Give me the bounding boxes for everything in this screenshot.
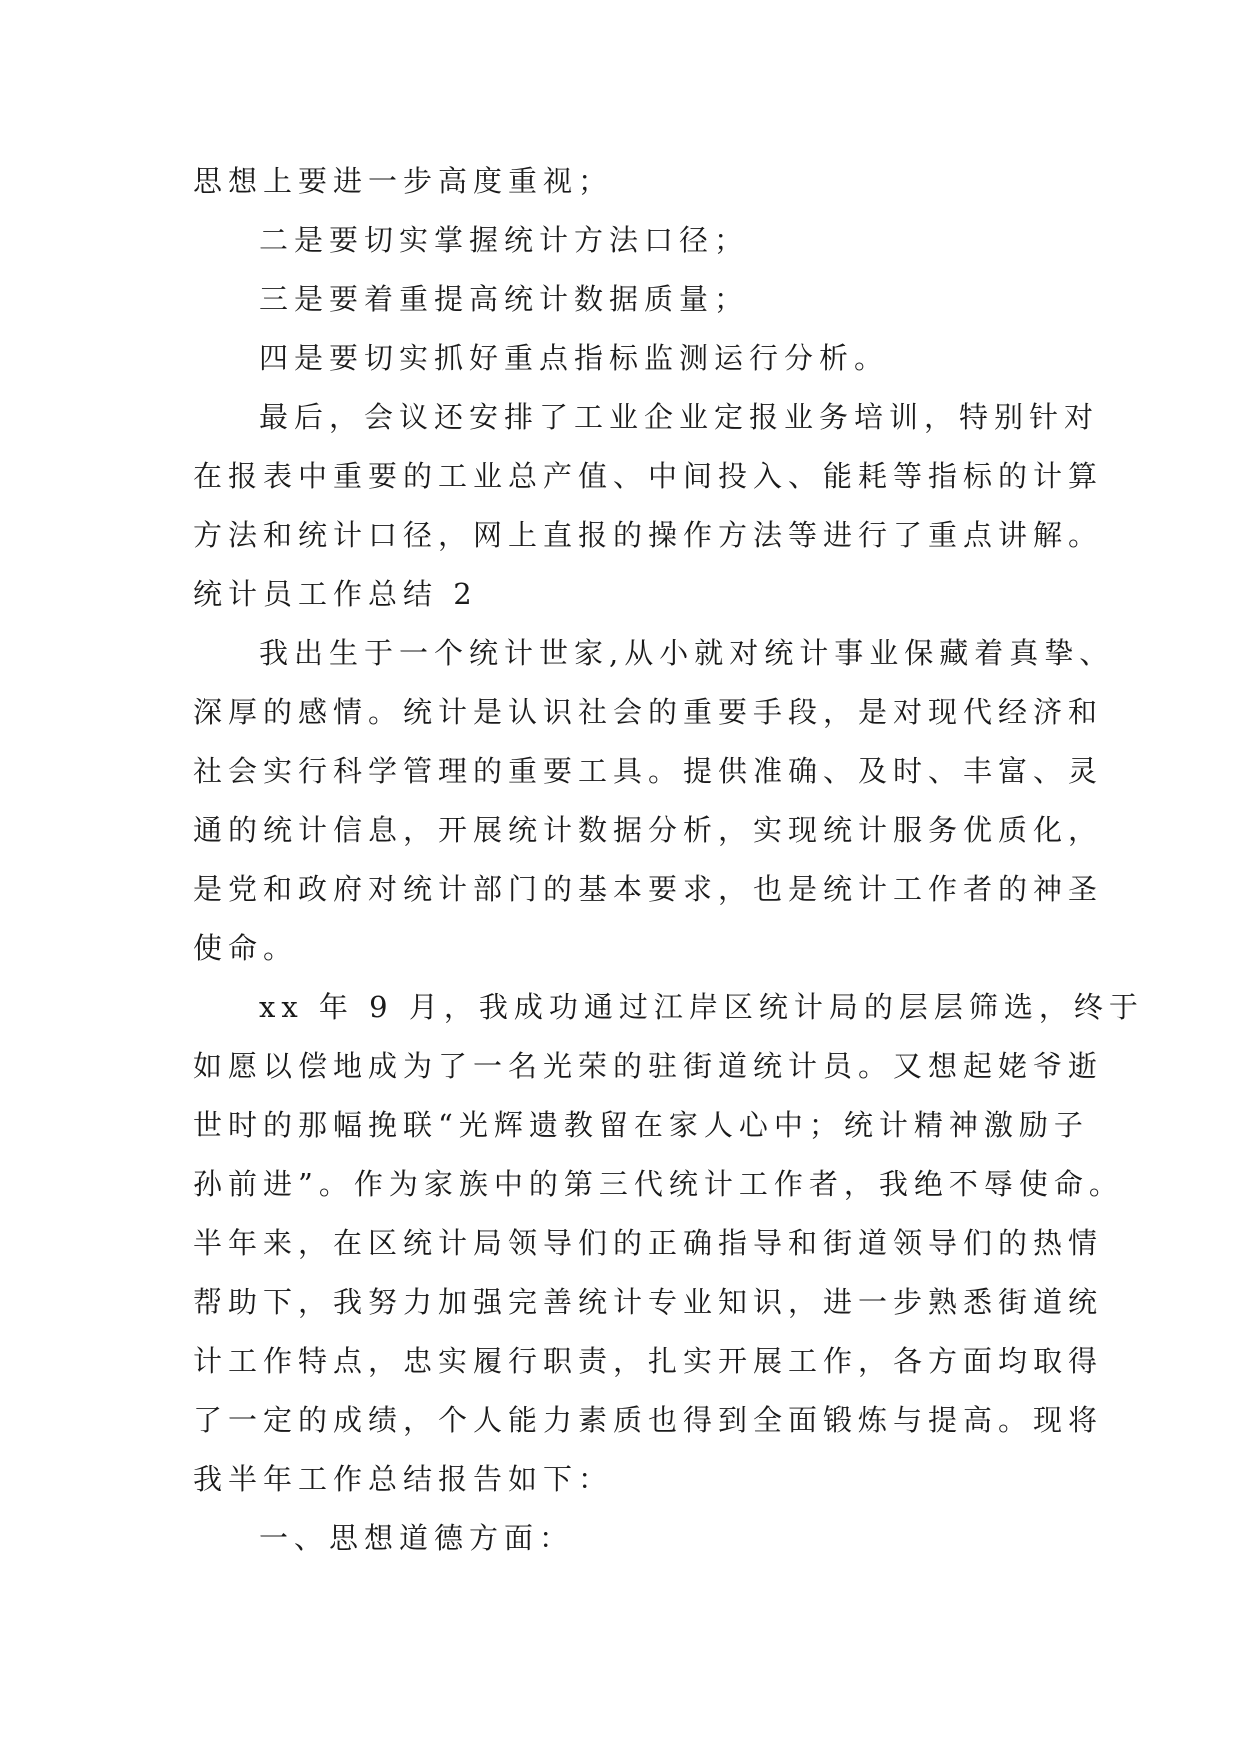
- paragraph-line: 通的统计信息，开展统计数据分析，实现统计服务优质化，: [193, 813, 1104, 847]
- list-item-two: 二是要切实掌握统计方法口径；: [259, 223, 750, 257]
- paragraph-line: 帮助下，我努力加强完善统计专业知识，进一步熟悉街道统: [193, 1285, 1104, 1319]
- paragraph-line: 社会实行科学管理的重要工具。提供准确、及时、丰富、灵: [193, 754, 1104, 788]
- document-body: [193, 152, 1144, 1568]
- paragraph-line: 半年来，在区统计局领导们的正确指导和街道领导们的热情: [193, 1226, 1104, 1260]
- list-item-three: 三是要着重提高统计数据质量；: [259, 282, 750, 316]
- section-heading: 统计员工作总结 2: [193, 577, 478, 611]
- paragraph-line: 我半年工作总结报告如下：: [193, 1462, 614, 1496]
- section-subheading: 一、思想道德方面：: [259, 1521, 575, 1555]
- paragraph-line: 方法和统计口径，网上直报的操作方法等进行了重点讲解。: [193, 518, 1104, 552]
- paragraph-line: 是党和政府对统计部门的基本要求，也是统计工作者的神圣: [193, 872, 1104, 906]
- paragraph-line: 最后，会议还安排了工业企业定报业务培训，特别针对: [259, 400, 1100, 434]
- paragraph-line: 计工作特点，忠实履行职责，扎实开展工作，各方面均取得: [193, 1344, 1104, 1378]
- paragraph-line: 孙前进”。作为家族中的第三代统计工作者，我绝不辱使命。: [193, 1167, 1124, 1201]
- paragraph-line: 深厚的感情。统计是认识社会的重要手段，是对现代经济和: [193, 695, 1104, 729]
- list-item-four: 四是要切实抓好重点指标监测运行分析。: [259, 341, 890, 375]
- paragraph-line: xx 年 9 月，我成功通过江岸区统计局的层层筛选，终于: [259, 990, 1144, 1024]
- paragraph-line: 思想上要进一步高度重视；: [193, 164, 614, 198]
- paragraph-line: 世时的那幅挽联“光辉遗教留在家人心中；统计精神激励子: [193, 1108, 1089, 1142]
- paragraph-line: 使命。: [193, 931, 299, 965]
- paragraph-line: 在报表中重要的工业总产值、中间投入、能耗等指标的计算: [193, 459, 1104, 493]
- paragraph-line: 我出生于一个统计世家,从小就对统计事业保藏着真挚、: [259, 636, 1115, 670]
- paragraph-line: 如愿以偿地成为了一名光荣的驻街道统计员。又想起姥爷逝: [193, 1049, 1104, 1083]
- paragraph-line: 了一定的成绩，个人能力素质也得到全面锻炼与提高。现将: [193, 1403, 1104, 1437]
